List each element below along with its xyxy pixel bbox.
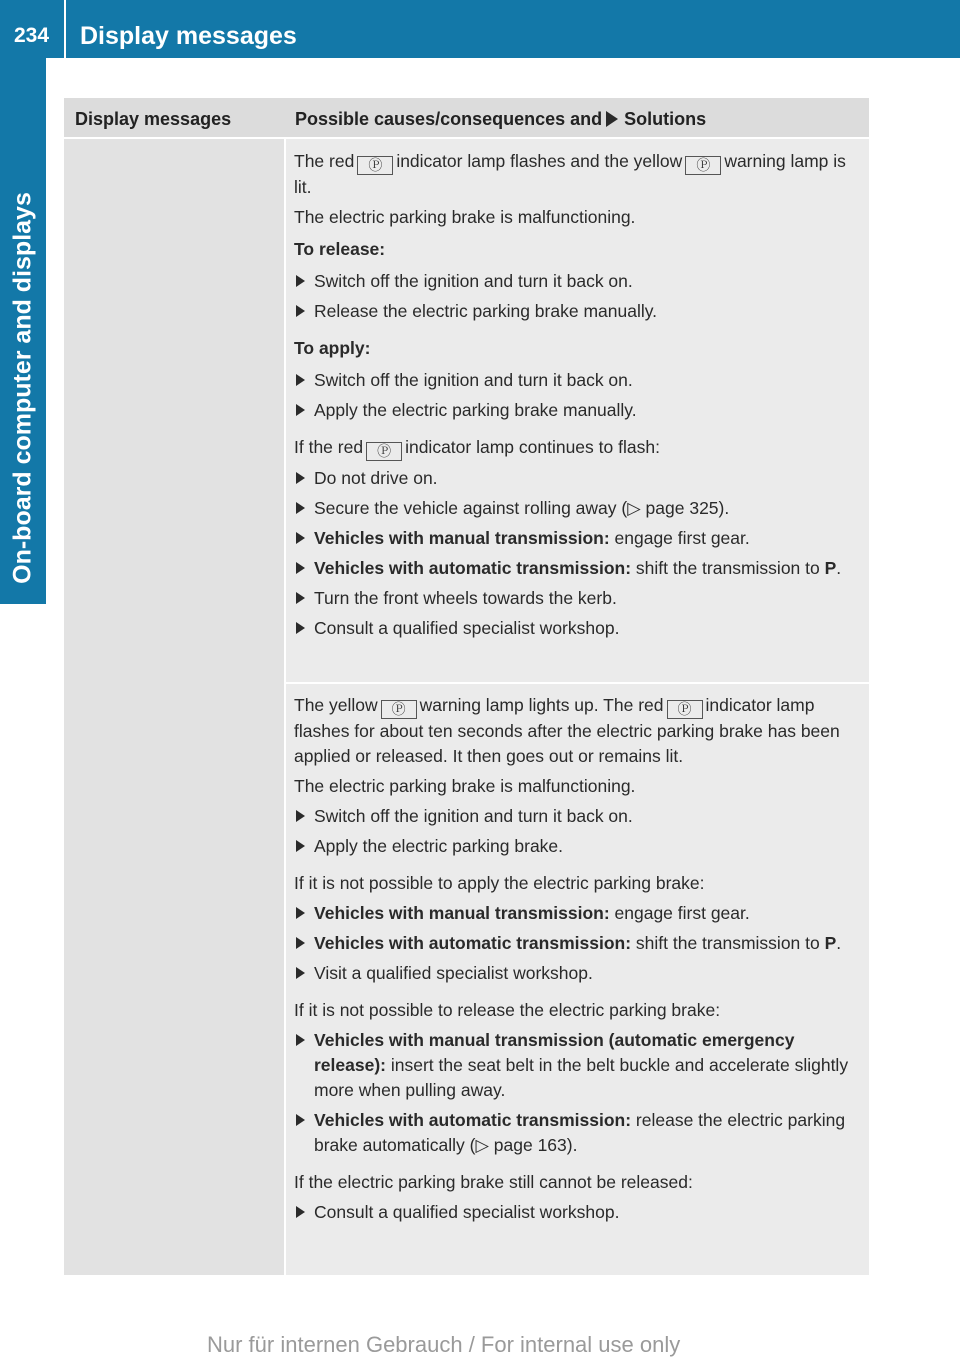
parking-brake-icon: Ⓟ	[381, 700, 417, 719]
table-header	[64, 98, 869, 137]
list-item: Visit a qualified specialist workshop.	[294, 961, 861, 986]
header-divider	[64, 0, 66, 58]
list-item: Vehicles with manual transmission (automatic emergency release): insert the seat belt in the belt buckle and accelerate slightly more when pulling away.	[294, 1028, 861, 1103]
list-item: Switch off the ignition and turn it back on.	[294, 269, 861, 294]
list-item: Turn the front wheels towards the kerb.	[294, 586, 861, 611]
list-item: Switch off the ignition and turn it back on.	[294, 368, 861, 393]
subheading: To apply:	[294, 338, 371, 358]
solutions-cell-2	[286, 684, 869, 1275]
page-number: 234	[14, 24, 50, 47]
list-item: Vehicles with automatic transmission: release the electric parking brake automatically (▷ page 163).	[294, 1108, 861, 1158]
list-item: Do not drive on.	[294, 466, 861, 491]
paragraph: The yellow Ⓟ warning lamp lights up. The red Ⓟ indicator lamp flashes for about ten seconds after the electric parking brake has been applied or released. It then goes out or remains lit.	[294, 695, 840, 766]
column-header-solutions: Possible causes/consequences and Solutions	[295, 109, 707, 129]
list-item: Vehicles with automatic transmission: shift the transmission to P.	[294, 556, 861, 581]
list-item: Vehicles with manual transmission: engage first gear.	[294, 901, 861, 926]
solutions-cell-1	[286, 139, 869, 682]
list-item: Apply the electric parking brake manually.	[294, 398, 861, 423]
footer-watermark: Nur für internen Gebrauch / For internal use only	[207, 1332, 681, 1357]
paragraph: If the electric parking brake still cannot be released:	[294, 1172, 693, 1192]
display-message-cell	[64, 139, 284, 1275]
subheading: To release:	[294, 239, 386, 259]
paragraph: The electric parking brake is malfunctioning.	[294, 207, 636, 227]
list-item: Vehicles with automatic transmission: shift the transmission to P.	[294, 931, 861, 956]
list-item: Release the electric parking brake manually.	[294, 299, 861, 324]
parking-brake-icon: Ⓟ	[685, 156, 721, 175]
parking-brake-icon: Ⓟ	[366, 442, 402, 461]
list-item: Apply the electric parking brake.	[294, 834, 861, 859]
list-item: Switch off the ignition and turn it back on.	[294, 804, 861, 829]
paragraph: If it is not possible to apply the electric parking brake:	[294, 873, 705, 893]
arrow-icon	[606, 111, 618, 127]
paragraph: If it is not possible to release the electric parking brake:	[294, 1000, 721, 1020]
paragraph: The red Ⓟ indicator lamp flashes and the yellow Ⓟ warning lamp is lit.	[294, 151, 846, 197]
list-item: Secure the vehicle against rolling away (▷ page 325).	[294, 496, 861, 521]
paragraph: The electric parking brake is malfunctioning.	[294, 776, 636, 796]
list-item: Vehicles with manual transmission: engage first gear.	[294, 526, 861, 551]
chapter-title: On-board computer and displays	[8, 192, 37, 584]
parking-brake-icon: Ⓟ	[667, 700, 703, 719]
list-item: Consult a qualified specialist workshop.	[294, 616, 861, 641]
paragraph: If the red Ⓟ indicator lamp continues to flash:	[294, 437, 660, 459]
list-item: Consult a qualified specialist workshop.	[294, 1200, 861, 1225]
parking-brake-icon: Ⓟ	[357, 156, 393, 175]
page-title: Display messages	[80, 22, 297, 50]
page-header-bar	[0, 0, 960, 58]
chapter-tab	[0, 58, 46, 604]
column-header-display-messages: Display messages	[75, 109, 232, 129]
